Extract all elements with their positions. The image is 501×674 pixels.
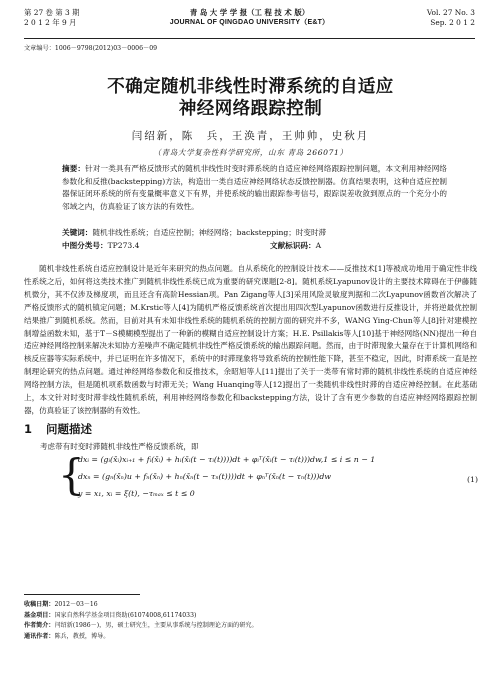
header-right bbox=[427, 8, 475, 27]
section-heading bbox=[24, 421, 92, 437]
equation-line-2: dxₙ = (gₙ(x̄ₙ)u + fₙ(x̄ₙ) + hₙ(x̄ₙ(t − τₙ(t))))dt + φₙᵀ(x̄ₙ(t − τₙ(t)))dw bbox=[78, 472, 332, 481]
journal-name-cn: 青 岛 大 学 学 报（工 程 技 术 版） bbox=[189, 8, 310, 17]
corr-text: 陈兵，教授，博导。 bbox=[54, 632, 110, 640]
doc-label: 文献标识码： bbox=[270, 241, 316, 250]
equation-system bbox=[58, 450, 478, 509]
keywords-text: 随机非线性系统；自适应控制；神经网络；backstepping；时变时滞 bbox=[92, 228, 327, 237]
received-date: 2012－03－16 bbox=[54, 601, 98, 608]
clc-code: TP273.4 bbox=[107, 241, 140, 250]
classification bbox=[62, 240, 447, 251]
footnote-received bbox=[24, 600, 258, 611]
equation-intro: 考虑带有时变时滞随机非线性严格反馈系统，即 bbox=[40, 442, 199, 451]
equation-line-3: y = x₁, xᵢ = ξ(t), −τₘₐₓ ≤ t ≤ 0 bbox=[78, 489, 195, 498]
fund-label: 基金项目： bbox=[24, 611, 55, 619]
author-list: 闫绍新，陈 兵，王涣青，王帅帅，史秋月 bbox=[131, 130, 370, 142]
clc-label: 中图分类号： bbox=[62, 241, 108, 250]
doc-code: A bbox=[315, 241, 322, 250]
volume-en: Vol. 27 No. 3 bbox=[426, 8, 475, 17]
volume-cn: 第 27 卷 第 3 期 bbox=[24, 8, 80, 17]
abstract-label: 摘要： bbox=[62, 164, 86, 173]
fund-text: 国家自然科学基金项目资助(61074008,61174033) bbox=[54, 611, 197, 619]
left-brace: { bbox=[58, 450, 85, 499]
keywords bbox=[62, 227, 326, 238]
running-header bbox=[24, 8, 475, 38]
header-rule bbox=[24, 38, 475, 39]
article-number: 文章编号：1006－9798(2012)03－0006－09 bbox=[24, 45, 158, 52]
title-line-1: 不确定随机非线性时滞系统的自适应 bbox=[107, 77, 394, 97]
keywords-label: 关键词： bbox=[62, 228, 93, 237]
footnote-author bbox=[24, 621, 258, 632]
affiliation: （青岛大学复杂性科学研究所，山东 青岛 266071） bbox=[153, 148, 348, 157]
abstract-text: 针对一类具有严格反馈形式的随机非线性时变时滞系统的自适应神经网络跟踪控制问题，本文利用神经网络参数化和反推(backstepping)方法，构造出一类自适应神经网络状态反馈控制器。仿真结果表明，这种自适应控制器保证闭环系统的所有变量概率意义下有界，并使系统的输出跟踪参考信号，跟踪误差收敛到原点的一个充分小的邻域之内，仿真验证了该方法的有效性。 bbox=[62, 164, 447, 211]
author-bio: 闫绍新(1986－)，男，硕士研究生，主要从事系统与控制理论方面的研究。 bbox=[54, 622, 258, 630]
author-label: 作者简介： bbox=[24, 622, 55, 630]
footnote-fund bbox=[24, 611, 258, 622]
footnote-corresponding bbox=[24, 632, 258, 643]
header-center bbox=[24, 8, 475, 27]
journal-name-en: JOURNAL OF QINGDAO UNIVERSITY（E&T） bbox=[169, 18, 330, 26]
corr-label: 通讯作者： bbox=[24, 632, 55, 640]
abstract bbox=[62, 163, 447, 213]
paper-title bbox=[0, 76, 501, 120]
footnotes bbox=[24, 600, 258, 642]
date-cn: 2 0 1 2 年 9 月 bbox=[24, 17, 77, 27]
equation-line-1: dxᵢ = (gᵢ(x̄ᵢ)xᵢ₊₁ + fᵢ(x̄ᵢ) + hᵢ(x̄ᵢ(t − τᵢ(t))))dt + φᵢᵀ(x̄ᵢ(t − τᵢ(t)))dw,1 ≤ i ≤ n − 1 bbox=[78, 455, 376, 464]
received-label: 收稿日期： bbox=[24, 601, 55, 608]
introduction-paragraph: 随机非线性系统自适应控制设计是近年来研究的热点问题。自从系统化的控制设计技术——反推技术[1]等被成功地用于确定性非线性系统之后，如何将这类技术推广到随机非线性系统已成为重要的研究课题[2-8]。随机系统Lyapunov设计的主要技术障碍在于伊藤随机微分，其不仅涉及梯度项，而且还含有高阶Hessian项。Pan Zigang等人[3]采用风险灵敏度判据和二次Lyapunov函数首次解决了严格反馈形式的随机镇定问题；M.Krstic等人[4]为随机严格反馈系统首次提出用四次型Lyapunov函数进行反推设计，并将逆最优控制结果推广到随机系统。然而，目前对具有未知非线性系统的随机系统的控制方面的研究并不多，WANG Ying-Chun等人[8]针对建模控制增益函数未知，基于T－S模糊模型提出了一种新的模糊自适应控制设计方案；H.E. Psillakis等人[10]基于神经网络(NN)提出一种自适应神经网络控制来解决未知协方差噪声不确定随机非线性严格反馈系统的输出跟踪问题。然而，由于时滞现象大量存在于计算机网络和核反应器等实际系统中，并已证明在许多情况下，系统中的时滞现象将导致系统的控制性能下降，甚至不稳定，因此，时滞系统一直是控制理论研究的热点问题。通过神经网络参数化和反推技术，余昭旭等人[11]提出了关于一类带有常时滞的随机非线性系统的自适应神经网络控制方法，但是随机项系数函数与时滞无关；Wang Huanqing等人[12]提出了一类随机非线性时滞的自适应神经控制。在此基础上，本文针对时变时滞非线性随机系统，利用神经网络参数化和backstepping方法，设计了含有更少参数的自适应神经网络跟踪控制器，仿真验证了该控制器的有效性。 bbox=[24, 264, 477, 415]
footnote-rule bbox=[24, 594, 140, 595]
date-en: Sep. 2 0 1 2 bbox=[430, 17, 475, 27]
section-number: 1 bbox=[24, 422, 33, 436]
doc-code-group bbox=[270, 240, 321, 251]
title-line-2: 神经网络跟踪控制 bbox=[178, 99, 323, 119]
section-title: 问题描述 bbox=[46, 422, 93, 436]
equation-number: (1) bbox=[466, 475, 478, 484]
